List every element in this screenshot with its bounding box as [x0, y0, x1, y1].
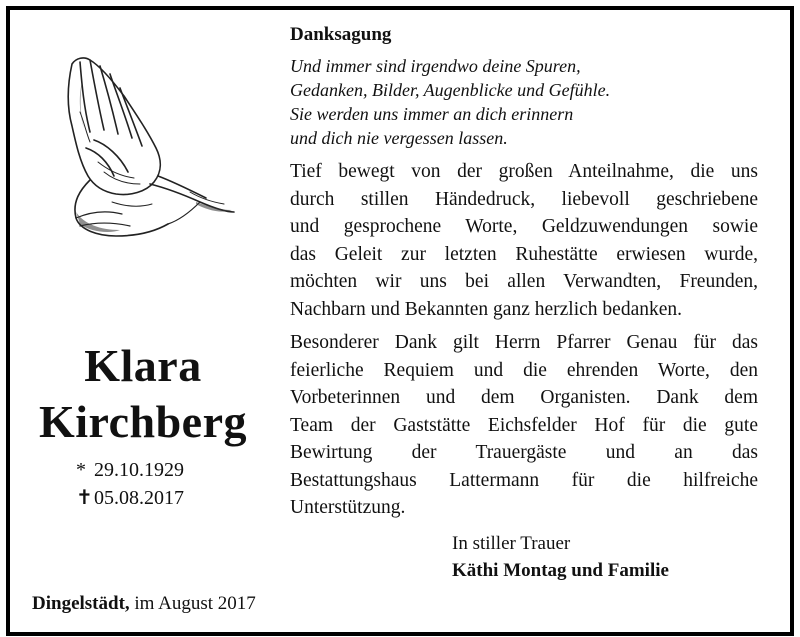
birth-line [76, 456, 276, 484]
last-name: Kirchberg [38, 396, 248, 447]
place-name: Dingelstädt, [32, 593, 130, 614]
thanks-text-column [290, 22, 758, 528]
first-name: Klara [84, 340, 202, 391]
poem-line: Sie werden uns immer an dich erinnern [290, 104, 574, 124]
thanks-paragraph-2 [290, 329, 758, 522]
month-year: im August 2017 [134, 593, 256, 614]
paragraph-line: Tief bewegt von der großen Anteilnahme, die uns [290, 161, 758, 182]
paragraph-line: Vorbeterinnen und dem Organisten. Dank dem [290, 387, 758, 408]
death-line [76, 484, 276, 512]
signature-intro: In stiller Trauer [452, 533, 571, 554]
page-title: Danksagung [290, 24, 392, 45]
poem [290, 54, 758, 150]
paragraph-line: Besonderer Dank gilt Herrn Pfarrer Genau für das [290, 332, 758, 353]
paragraph-line: feierliche Requiem und die ehrenden Worte, den [290, 359, 758, 381]
praying-hands-icon [50, 52, 240, 242]
poem-line: und dich nie vergessen lassen. [290, 128, 508, 148]
place-date-line [32, 592, 256, 616]
paragraph-line: möchten wir uns bei allen Verwandten, Freunden, [290, 271, 758, 292]
life-dates [76, 456, 276, 512]
poem-line: Und immer sind irgendwo deine Spuren, [290, 56, 581, 76]
death-date: 05.08.2017 [94, 487, 184, 509]
paragraph-line: Bestattungshaus Lattermann für die hilfreiche [290, 469, 758, 491]
thanks-paragraph-1 [290, 158, 758, 323]
paragraph-line: Team der Gaststätte Eichsfelder Hof für die gute [290, 414, 758, 436]
cross-icon: ✝ [76, 487, 93, 509]
paragraph-line: Bewirtung der Trauergäste und an das [290, 442, 758, 463]
paragraph-line: das Geleit zur letzten Ruhestätte erwiesen wurde, [290, 243, 758, 265]
paragraph-line: Unterstützung. [290, 497, 406, 518]
paragraph-line: und gesprochene Worte, Geldzuwendungen sowie [290, 216, 758, 237]
birth-date: 29.10.1929 [94, 459, 184, 481]
birth-star-icon: * [76, 459, 86, 481]
paragraph-line: Nachbarn und Bekannten ganz herzlich bedanken. [290, 298, 682, 320]
signature-block [452, 530, 669, 584]
paragraph-line: durch stillen Händedruck, liebevoll geschriebene [290, 188, 758, 210]
poem-line: Gedanken, Bilder, Augenblicke und Gefühle. [290, 80, 611, 100]
signature-family: Käthi Montag und Familie [452, 560, 669, 581]
deceased-name [20, 338, 266, 450]
